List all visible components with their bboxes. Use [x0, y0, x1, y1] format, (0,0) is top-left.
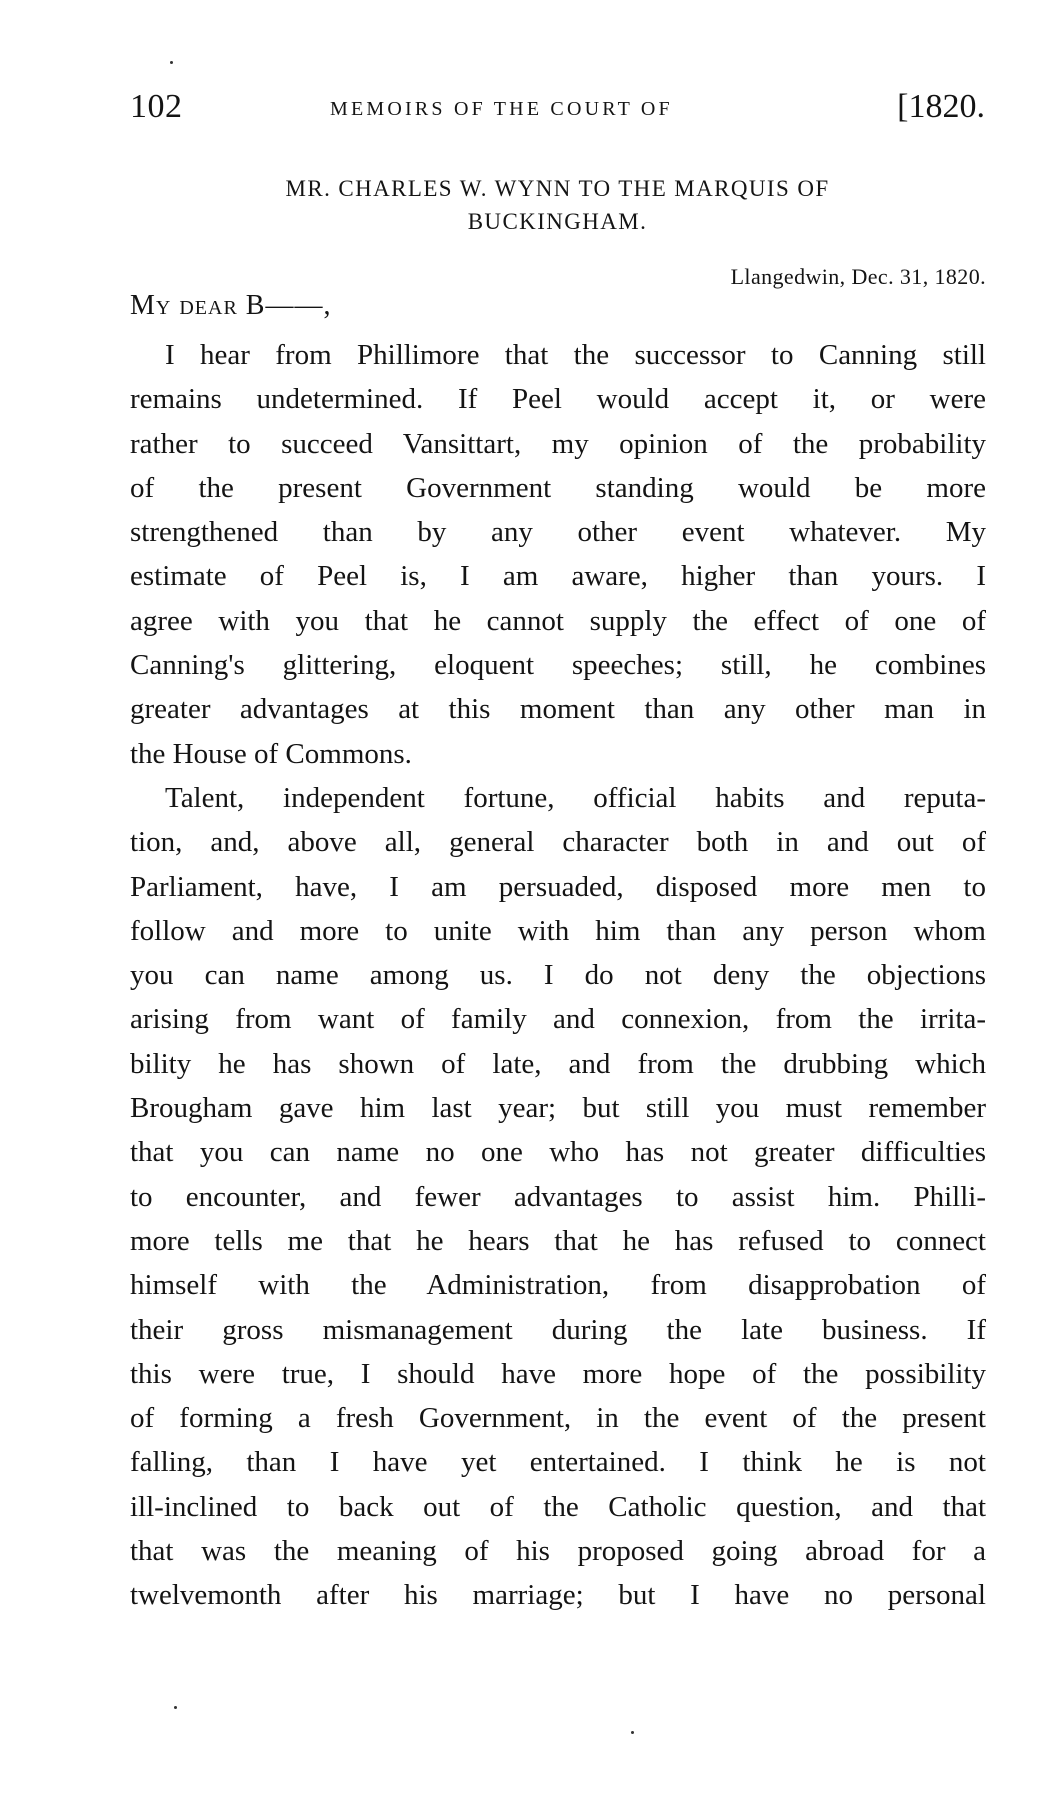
letter-heading-line: MR. CHARLES W. WYNN TO THE MARQUIS OF [285, 176, 830, 201]
letter-dateline: Llangedwin, Dec. 31, 1820. [730, 264, 986, 289]
letter-heading [130, 172, 985, 238]
text-line: follow and more to unite with him than any person whom [130, 914, 986, 947]
text-line: twelvemonth after his marriage; but I have no personal [130, 1579, 986, 1612]
text-line: ill-inclined to back out of the Catholic question, and that [130, 1490, 986, 1523]
text-line: bility he has shown of late, and from the drubbing which [130, 1047, 986, 1080]
text-line: Parliament, have, I am persuaded, disposed more men to [130, 870, 986, 903]
salutation [130, 290, 331, 322]
text-line: this were true, I should have more hope of the possibility [130, 1357, 986, 1390]
text-line: the House of Commons. [130, 737, 412, 770]
text-line: remains undetermined. If Peel would accept it, or were [130, 383, 986, 416]
salutation-smallcaps: y dear [155, 290, 238, 321]
running-head [130, 88, 985, 132]
salutation-initial: M [130, 290, 156, 321]
text-line: more tells me that he hears that he has refused to connect [130, 1224, 986, 1257]
text-line: strengthened than by any other event whatever. My [130, 516, 986, 549]
text-line: I hear from Phillimore that the successor to Canning still [165, 339, 986, 371]
text-line: rather to succeed Vansittart, my opinion of the probability [130, 427, 986, 460]
paper-speck [174, 1706, 177, 1709]
page-number: 102 [130, 88, 183, 125]
text-line: arising from want of family and connexion, from the irrita- [130, 1003, 986, 1036]
text-line: you can name among us. I do not deny the objections [130, 959, 986, 992]
text-line: tion, and, above all, general character both in and out of [130, 826, 986, 859]
text-line: that you can name no one who has not greater difficulties [130, 1136, 986, 1169]
running-title: MEMOIRS OF THE COURT OF [330, 98, 673, 120]
text-line: to encounter, and fewer advantages to assist him. Philli- [130, 1180, 986, 1213]
paragraph [130, 776, 986, 1618]
text-line: himself with the Administration, from disapprobation of [130, 1269, 986, 1302]
text-line: Talent, independent fortune, official habits and reputa- [165, 781, 986, 814]
text-line: their gross mismanagement during the late business. If [130, 1313, 986, 1346]
letter-body [130, 333, 986, 1618]
text-line: agree with you that he cannot supply the effect of one of [130, 604, 986, 637]
text-line: Brougham gave him last year; but still you must remember [130, 1092, 986, 1125]
text-line: Canning's glittering, eloquent speeches; still, he combines [130, 649, 986, 682]
letter-heading-line: BUCKINGHAM. [467, 209, 648, 234]
running-year: [1820. [897, 88, 985, 125]
paper-speck [170, 61, 173, 64]
paragraph [130, 333, 986, 776]
text-line: falling, than I have yet entertained. I think he is not [130, 1446, 986, 1479]
text-line: that was the meaning of his proposed going abroad for a [130, 1535, 986, 1568]
paper-speck [631, 1731, 634, 1734]
text-line: estimate of Peel is, I am aware, higher than yours. I [130, 560, 986, 593]
text-line: greater advantages at this moment than any other man in [130, 693, 986, 726]
salutation-name: B——, [237, 290, 332, 321]
text-line: of the present Government standing would be more [130, 471, 986, 504]
text-line: of forming a fresh Government, in the event of the present [130, 1402, 986, 1435]
